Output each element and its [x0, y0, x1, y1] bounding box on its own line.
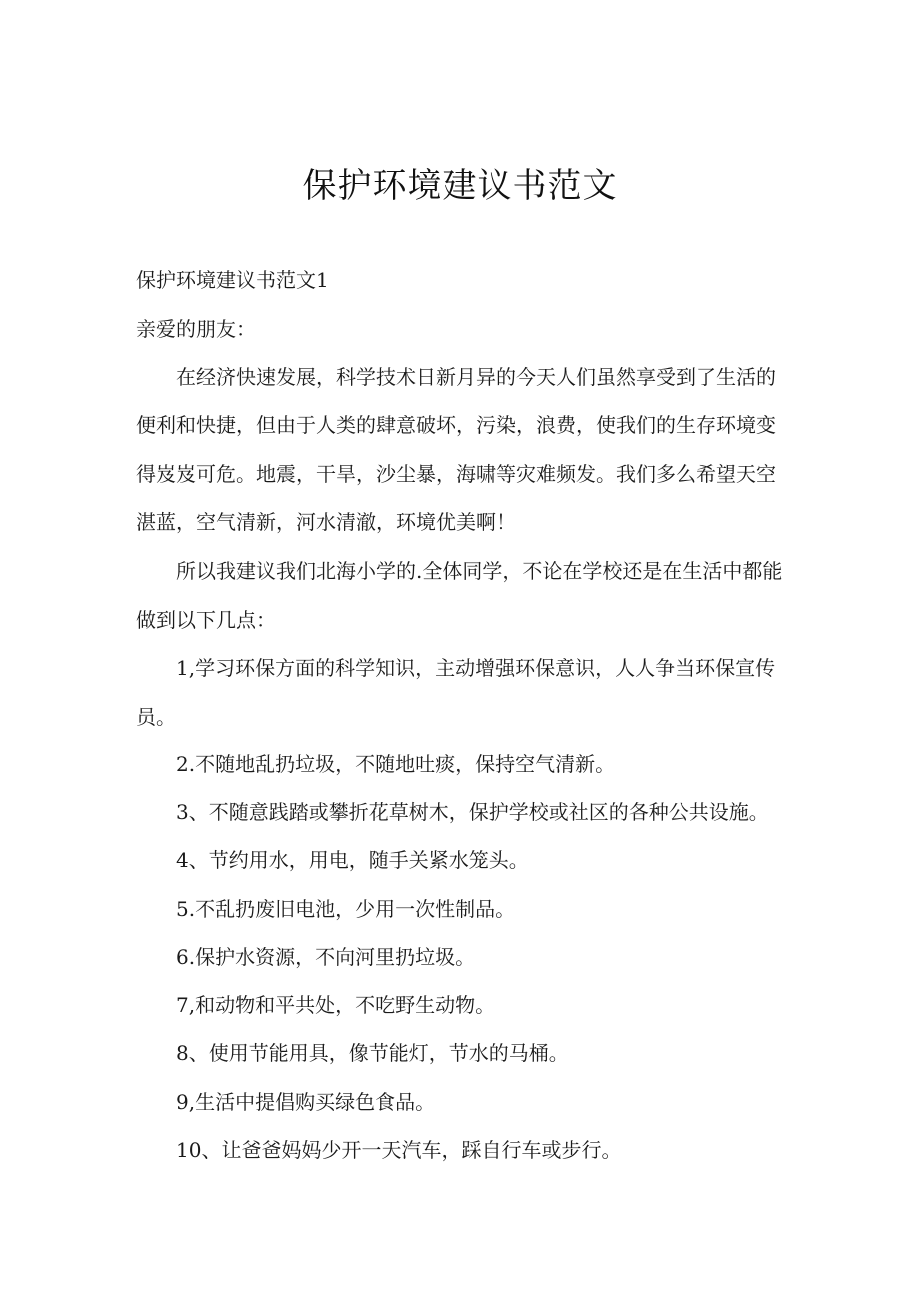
list-item-3: 3、不随意践踏或攀折花草树木，保护学校或社区的各种公共设施。 [176, 800, 769, 824]
list-item-5: 5.不乱扔废旧电池，少用一次性制品。 [176, 897, 516, 921]
paragraph-1-line-2: 便利和快捷，但由于人类的肆意破坏，污染，浪费，使我们的生存环境变 [136, 413, 776, 437]
list-item-8: 8、使用节能用具，像节能灯，节水的马桶。 [176, 1041, 569, 1065]
list-item-4: 4、节约用水，用电，随手关紧水笼头。 [176, 848, 529, 872]
paragraph-1-line-4: 湛蓝，空气清新，河水清澈，环境优美啊！ [136, 510, 516, 534]
list-item-1-line-2: 员。 [136, 705, 176, 729]
list-item-9: 9,生活中提倡购买绿色食品。 [176, 1090, 436, 1114]
paragraph-1-line-1: 在经济快速发展，科学技术日新月异的今天人们虽然享受到了生活的 [176, 365, 776, 389]
list-item-10: 10、让爸爸妈妈少开一天汽车，踩自行车或步行。 [176, 1138, 622, 1162]
list-item-7: 7,和动物和平共处，不吃野生动物。 [176, 993, 496, 1017]
section-heading: 保护环境建议书范文1 [136, 268, 329, 292]
paragraph-1-line-3: 得岌岌可危。地震，干旱，沙尘暴，海啸等灾难频发。我们多么希望天空 [136, 462, 776, 486]
paragraph-2-line-1: 所以我建议我们北海小学的.全体同学，不论在学校还是在生活中都能 [176, 559, 783, 583]
salutation: 亲爱的朋友： [136, 317, 256, 341]
document-title: 保护环境建议书范文 [302, 166, 618, 206]
paragraph-2-line-2: 做到以下几点： [136, 608, 276, 632]
list-item-1-line-1: 1,学习环保方面的科学知识，主动增强环保意识，人人争当环保宣传 [176, 656, 776, 680]
list-item-2: 2.不随地乱扔垃圾，不随地吐痰，保持空气清新。 [176, 752, 616, 776]
list-item-6: 6.保护水资源，不向河里扔垃圾。 [176, 945, 476, 969]
